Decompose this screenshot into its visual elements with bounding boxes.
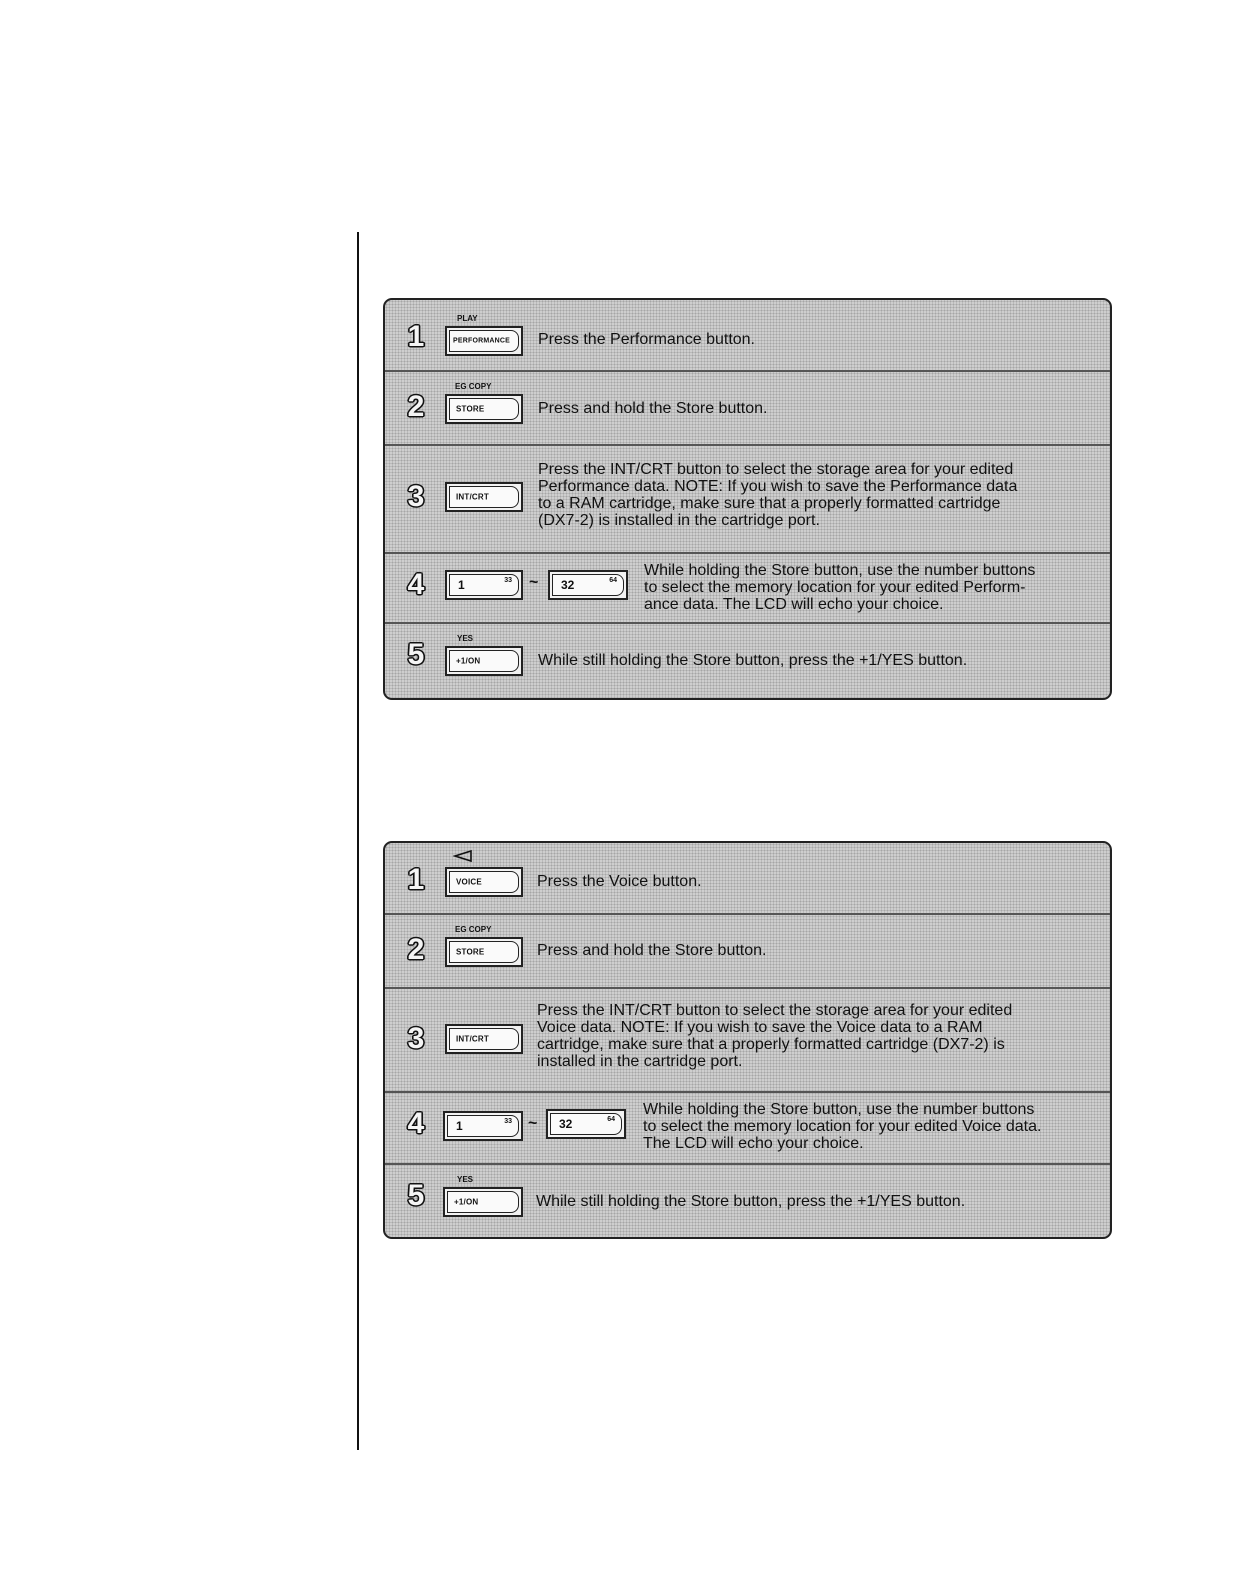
number-button-1[interactable] xyxy=(443,1111,523,1141)
step-text: Press and hold the Store button. xyxy=(538,400,768,417)
step-row xyxy=(385,622,1110,698)
voice-store-panel xyxy=(383,841,1112,1239)
step-row xyxy=(385,300,1110,372)
number-button-32[interactable] xyxy=(548,570,628,600)
step-text-line: cartridge, make sure that a properly formatted cartridge (DX7-2) is xyxy=(537,1036,1005,1053)
button-label: STORE xyxy=(456,947,485,957)
step-text-line: Voice data. NOTE: If you wish to save the Voice data to a RAM xyxy=(537,1019,983,1036)
range-tilde: ~ xyxy=(528,1115,538,1132)
step-text-line: to select the memory location for your edited Perform- xyxy=(644,579,1026,596)
button-number: 1 xyxy=(456,1119,463,1133)
button-alt-number: 33 xyxy=(504,577,512,584)
step-number: 2 xyxy=(407,933,425,966)
performance-store-panel xyxy=(383,298,1112,700)
step-text: While still holding the Store button, press the +1/YES button. xyxy=(536,1193,966,1210)
step-row xyxy=(385,987,1110,1093)
plus-one-yes-button[interactable] xyxy=(443,1187,523,1217)
int-crt-button[interactable] xyxy=(445,1024,523,1054)
step-row xyxy=(385,1163,1110,1237)
button-label: INT/CRT xyxy=(456,1034,489,1044)
button-label: +1/ON xyxy=(456,656,481,666)
step-row xyxy=(385,843,1110,915)
performance-button[interactable] xyxy=(445,326,523,356)
step-text-line: ance data. The LCD will echo your choice. xyxy=(644,596,944,613)
step-number: 2 xyxy=(407,390,425,423)
step-row xyxy=(385,552,1110,624)
step-number: 5 xyxy=(407,1179,425,1212)
step-row xyxy=(385,913,1110,989)
button-label: INT/CRT xyxy=(456,492,489,502)
step-text-line: (DX7-2) is installed in the cartridge port. xyxy=(538,512,820,529)
step-text-line: Press the INT/CRT button to select the storage area for your edited xyxy=(538,461,1014,478)
store-button[interactable] xyxy=(445,394,523,424)
number-button-1[interactable] xyxy=(445,570,523,600)
range-tilde: ~ xyxy=(529,574,539,591)
button-label: STORE xyxy=(456,404,485,414)
step-row xyxy=(385,444,1110,554)
button-number: 32 xyxy=(559,1117,573,1131)
left-triangle-icon xyxy=(453,849,473,863)
step-number: 1 xyxy=(407,320,425,353)
step-number: 1 xyxy=(407,863,425,896)
button-top-label: YES xyxy=(457,1175,474,1184)
button-label: +1/ON xyxy=(454,1197,479,1207)
step-text-line: installed in the cartridge port. xyxy=(537,1053,743,1070)
step-row xyxy=(385,1091,1110,1165)
button-top-label: EG COPY xyxy=(455,382,492,391)
button-top-label: YES xyxy=(457,634,474,643)
step-text: Press the Voice button. xyxy=(537,873,702,890)
step-text-line: to select the memory location for your edited Voice data. xyxy=(643,1118,1042,1135)
step-row xyxy=(385,370,1110,446)
button-top-label: EG COPY xyxy=(455,925,492,934)
step-text: Press and hold the Store button. xyxy=(537,942,767,959)
button-alt-number: 64 xyxy=(607,1116,615,1123)
plus-one-yes-button[interactable] xyxy=(445,646,523,676)
step-number: 4 xyxy=(407,1107,425,1140)
step-text-line: Performance data. NOTE: If you wish to save the Performance data xyxy=(538,478,1018,495)
button-number: 32 xyxy=(561,578,575,592)
step-text-line: While holding the Store button, use the number buttons xyxy=(644,562,1036,579)
step-text: Press the Performance button. xyxy=(538,331,755,348)
step-number: 5 xyxy=(407,638,425,671)
number-button-32[interactable] xyxy=(546,1109,626,1139)
button-top-label: PLAY xyxy=(457,314,478,323)
step-number: 3 xyxy=(407,480,425,513)
step-text-line: The LCD will echo your choice. xyxy=(643,1135,864,1152)
step-text-line: Press the INT/CRT button to select the storage area for your edited xyxy=(537,1002,1013,1019)
step-number: 4 xyxy=(407,568,425,601)
step-number: 3 xyxy=(407,1022,425,1055)
store-button[interactable] xyxy=(445,937,523,967)
step-text: While still holding the Store button, press the +1/YES button. xyxy=(538,652,968,669)
button-label: PERFORMANCE xyxy=(453,337,511,345)
margin-rule xyxy=(357,232,359,1450)
step-text-line: to a RAM cartridge, make sure that a properly formatted cartridge xyxy=(538,495,1001,512)
button-alt-number: 64 xyxy=(609,577,617,584)
int-crt-button[interactable] xyxy=(445,482,523,512)
button-label: VOICE xyxy=(456,877,482,887)
button-alt-number: 33 xyxy=(504,1118,512,1125)
step-text-line: While holding the Store button, use the number buttons xyxy=(643,1101,1035,1118)
button-number: 1 xyxy=(458,578,465,592)
voice-button[interactable] xyxy=(445,867,523,897)
